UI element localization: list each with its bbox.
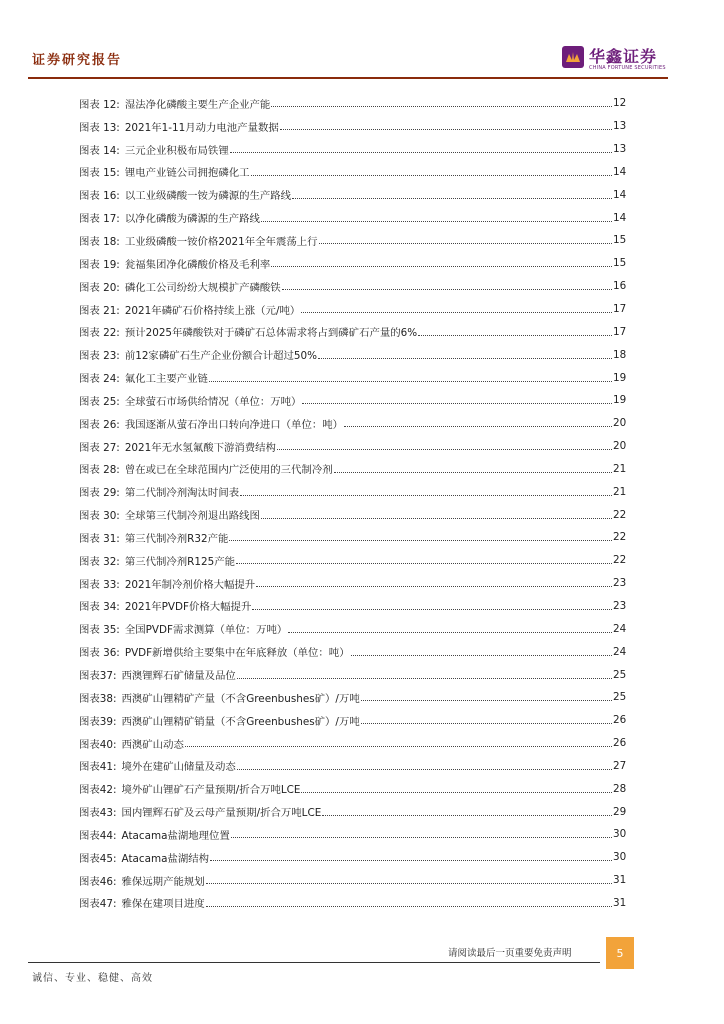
toc-entry[interactable]	[79, 572, 625, 595]
toc-entry-title: 我国逐渐从萤石净出口转向净进口（单位：吨）	[124, 418, 344, 431]
toc-entry-page: 23	[613, 577, 627, 590]
toc-entry[interactable]	[79, 777, 625, 800]
toc-entry[interactable]	[79, 389, 625, 412]
toc-leader-dots	[240, 495, 612, 496]
toc-leader-dots	[344, 426, 612, 427]
toc-entry[interactable]	[79, 320, 625, 343]
toc-entry[interactable]	[79, 640, 625, 663]
toc-entry[interactable]	[79, 206, 625, 229]
toc-entry-page: 31	[613, 896, 627, 909]
toc-entry[interactable]	[79, 663, 625, 686]
toc-entry[interactable]	[79, 343, 625, 366]
toc-leader-dots	[319, 243, 612, 244]
toc-entry[interactable]	[79, 869, 625, 892]
toc-entry-label: 图表 36:	[79, 647, 120, 660]
toc-leader-dots	[237, 769, 612, 770]
toc-entry-title: 第三代制冷剂R125产能	[124, 555, 235, 568]
toc-entry[interactable]	[79, 709, 625, 732]
toc-entry-title: 西澳矿山动态	[121, 738, 184, 751]
toc-entry-title: 前12家磷矿石生产企业份额合计超过50%	[124, 350, 317, 363]
toc-entry-title: 雅保远期产能规划	[121, 875, 205, 888]
toc-entry-label: 图表46:	[79, 875, 117, 888]
report-type-title: 证券研究报告	[32, 53, 123, 68]
toc-entry-page: 22	[613, 531, 627, 544]
toc-entry-page: 21	[613, 485, 627, 498]
toc-leader-dots	[280, 129, 612, 130]
toc-entry[interactable]	[79, 412, 625, 435]
toc-entry-label: 图表 28:	[79, 464, 120, 477]
toc-leader-dots	[229, 540, 612, 541]
toc-entry-page: 19	[613, 394, 627, 407]
toc-entry-label: 图表 29:	[79, 487, 120, 500]
disclaimer-note: 请阅读最后一页重要免责声明	[448, 948, 572, 959]
toc-entry-page: 15	[613, 234, 627, 247]
toc-entry-label: 图表 21:	[79, 304, 120, 317]
toc-leader-dots	[261, 518, 612, 519]
toc-entry-label: 图表47:	[79, 898, 117, 911]
company-logo	[562, 44, 666, 76]
toc-entry-page: 19	[613, 371, 627, 384]
toc-entry[interactable]	[79, 138, 625, 161]
toc-entry[interactable]	[79, 229, 625, 252]
toc-entry-page: 24	[613, 622, 627, 635]
toc-entry-label: 图表 25:	[79, 395, 120, 408]
toc-entry[interactable]	[79, 480, 625, 503]
toc-entry-title: 雅保在建项目进度	[121, 898, 205, 911]
toc-entry-title: 以净化磷酸为磷源的生产路线	[124, 213, 260, 226]
toc-entry-page: 12	[613, 97, 627, 110]
toc-leader-dots	[301, 792, 612, 793]
toc-entry-title: 工业级磷酸一铵价格2021年全年震荡上行	[124, 235, 318, 248]
toc-entry-page: 24	[613, 645, 627, 658]
toc-leader-dots	[231, 837, 612, 838]
toc-entry-title: 氟化工主要产业链	[124, 373, 208, 386]
toc-entry[interactable]	[79, 161, 625, 184]
toc-entry-label: 图表 27:	[79, 441, 120, 454]
toc-leader-dots	[301, 312, 612, 313]
toc-entry-label: 图表 30:	[79, 510, 120, 523]
toc-entry-page: 17	[613, 325, 627, 338]
toc-entry-label: 图表 13:	[79, 121, 120, 134]
toc-entry-label: 图表 23:	[79, 350, 120, 363]
toc-entry-label: 图表 14:	[79, 144, 120, 157]
toc-entry-label: 图表38:	[79, 692, 117, 705]
toc-entry-label: 图表 16:	[79, 190, 120, 203]
toc-entry-page: 20	[613, 417, 627, 430]
toc-entry[interactable]	[79, 846, 625, 869]
toc-leader-dots	[282, 289, 612, 290]
toc-leader-dots	[237, 678, 612, 679]
toc-entry-title: 以工业级磷酸一铵为磷源的生产路线	[124, 190, 292, 203]
toc-entry-label: 图表 32:	[79, 555, 120, 568]
toc-entry[interactable]	[79, 183, 625, 206]
toc-entry-title: 第三代制冷剂R32产能	[124, 532, 229, 545]
toc-leader-dots	[292, 198, 612, 199]
toc-leader-dots	[236, 563, 612, 564]
toc-entry-page: 14	[613, 211, 627, 224]
toc-entry[interactable]	[79, 549, 625, 572]
toc-leader-dots	[418, 335, 612, 336]
toc-entry-label: 图表45:	[79, 852, 117, 865]
toc-entry-title: 2021年无水氢氟酸下游消费结构	[124, 441, 276, 454]
toc-entry-page: 28	[613, 782, 627, 795]
toc-entry[interactable]	[79, 115, 625, 138]
toc-entry-label: 图表 26:	[79, 418, 120, 431]
toc-entry-page: 21	[613, 462, 627, 475]
toc-entry-title: 曾在或已在全球范围内广泛使用的三代制冷剂	[124, 464, 333, 477]
footer-divider	[28, 962, 600, 963]
toc-entry-title: 2021年PVDF价格大幅提升	[124, 601, 252, 614]
toc-leader-dots	[206, 906, 612, 907]
toc-entry-page: 25	[613, 668, 627, 681]
toc-entry-label: 图表43:	[79, 807, 117, 820]
toc-leader-dots	[277, 449, 612, 450]
logo-mark-icon	[562, 46, 584, 68]
toc-leader-dots	[351, 655, 612, 656]
toc-entry-page: 26	[613, 737, 627, 750]
toc-entry[interactable]	[79, 275, 625, 298]
toc-entry[interactable]	[79, 823, 625, 846]
toc-entry-page: 26	[613, 714, 627, 727]
toc-entry-page: 22	[613, 554, 627, 567]
toc-entry-label: 图表 35:	[79, 624, 120, 637]
footer-motto: 诚信、专业、稳健、高效	[32, 973, 153, 984]
toc-entry-title: 境外矿山锂矿石产量预期/折合万吨LCE	[121, 784, 301, 797]
toc-entry[interactable]	[79, 686, 625, 709]
header-divider	[28, 77, 668, 79]
toc-leader-dots	[271, 106, 612, 107]
toc-entry-label: 图表 22:	[79, 327, 120, 340]
toc-entry-title: 境外在建矿山储量及动态	[121, 761, 236, 774]
toc-entry-label: 图表 24:	[79, 373, 120, 386]
toc-entry[interactable]	[79, 754, 625, 777]
toc-entry-page: 20	[613, 440, 627, 453]
toc-entry-page: 18	[613, 348, 627, 361]
toc-entry-title: 2021年磷矿石价格持续上涨（元/吨）	[124, 304, 301, 317]
toc-leader-dots	[230, 152, 612, 153]
toc-leader-dots	[361, 723, 612, 724]
toc-entry[interactable]	[79, 435, 625, 458]
page-number-badge	[606, 937, 634, 969]
toc-leader-dots	[210, 860, 612, 861]
toc-entry-title: 三元企业积极布局铁锂	[124, 144, 229, 157]
toc-entry-label: 图表39:	[79, 715, 117, 728]
toc-entry-title: 西澳矿山锂精矿产量（不含Greenbushes矿）/万吨	[121, 692, 360, 705]
toc-entry-page: 14	[613, 165, 627, 178]
toc-entry[interactable]	[79, 503, 625, 526]
toc-entry-page: 17	[613, 303, 627, 316]
toc-entry-page: 25	[613, 691, 627, 704]
toc-entry[interactable]	[79, 617, 625, 640]
toc-entry[interactable]	[79, 526, 625, 549]
toc-entry[interactable]	[79, 458, 625, 481]
toc-entry-title: 磷化工公司纷纷大规模扩产磷酸铁	[124, 281, 281, 294]
toc-entry-title: Atacama盐湖地理位置	[121, 829, 230, 842]
toc-leader-dots	[318, 358, 612, 359]
logo-subtext: CHINA FORTUNE SECURITIES	[589, 65, 666, 71]
toc-leader-dots	[334, 472, 612, 473]
page-number: 5	[616, 946, 624, 960]
toc-entry[interactable]	[79, 92, 625, 115]
toc-entry-page: 29	[613, 805, 627, 818]
toc-entry-page: 13	[613, 143, 627, 156]
figure-index-list	[79, 92, 625, 914]
toc-entry-title: 全国PVDF需求测算（单位：万吨）	[124, 624, 288, 637]
logo-text: 华鑫证券	[589, 47, 658, 66]
toc-leader-dots	[261, 221, 612, 222]
toc-entry-label: 图表 31:	[79, 532, 120, 545]
toc-entry-page: 30	[613, 828, 627, 841]
toc-entry-title: Atacama盐湖结构	[121, 852, 210, 865]
toc-entry-label: 图表44:	[79, 829, 117, 842]
toc-entry-label: 图表 12:	[79, 98, 120, 111]
toc-entry-label: 图表 34:	[79, 601, 120, 614]
toc-entry-label: 图表 33:	[79, 578, 120, 591]
toc-entry[interactable]	[79, 252, 625, 275]
toc-entry-title: PVDF新增供给主要集中在年底释放（单位：吨）	[124, 647, 350, 660]
toc-entry-title: 2021年1-11月动力电池产量数据	[124, 121, 279, 134]
toc-entry-page: 30	[613, 851, 627, 864]
toc-entry[interactable]	[79, 732, 625, 755]
toc-leader-dots	[302, 403, 612, 404]
toc-leader-dots	[206, 883, 612, 884]
toc-leader-dots	[209, 381, 612, 382]
toc-entry-label: 图表 18:	[79, 235, 120, 248]
toc-entry-title: 国内锂辉石矿及云母产量预期/折合万吨LCE	[121, 807, 322, 820]
toc-entry-title: 全球萤石市场供给情况（单位：万吨）	[124, 395, 302, 408]
toc-entry-page: 13	[613, 120, 627, 133]
toc-entry-page: 14	[613, 188, 627, 201]
toc-entry[interactable]	[79, 800, 625, 823]
toc-entry-title: 西澳矿山锂精矿销量（不含Greenbushes矿）/万吨	[121, 715, 360, 728]
toc-entry-page: 15	[613, 257, 627, 270]
toc-leader-dots	[252, 609, 612, 610]
toc-entry[interactable]	[79, 366, 625, 389]
toc-entry-title: 预计2025年磷酸铁对于磷矿石总体需求将占到磷矿石产量的6%	[124, 327, 418, 340]
toc-entry-title: 第二代制冷剂淘汰时间表	[124, 487, 240, 500]
toc-leader-dots	[251, 175, 613, 176]
toc-entry-label: 图表 19:	[79, 258, 120, 271]
toc-entry-title: 瓮福集团净化磷酸价格及毛利率	[124, 258, 271, 271]
toc-leader-dots	[322, 815, 612, 816]
toc-entry-page: 22	[613, 508, 627, 521]
toc-leader-dots	[185, 746, 612, 747]
toc-entry-title: 全球第三代制冷剂退出路线图	[124, 510, 260, 523]
toc-entry-page: 16	[613, 280, 627, 293]
toc-entry[interactable]	[79, 595, 625, 618]
toc-entry-label: 图表 20:	[79, 281, 120, 294]
toc-entry-page: 27	[613, 759, 627, 772]
toc-entry-label: 图表37:	[79, 670, 117, 683]
toc-entry-label: 图表 17:	[79, 213, 120, 226]
toc-entry-title: 湿法净化磷酸主要生产企业产能	[124, 98, 271, 111]
toc-entry-page: 31	[613, 874, 627, 887]
toc-entry-page: 23	[613, 599, 627, 612]
toc-entry[interactable]	[79, 298, 625, 321]
toc-entry-label: 图表41:	[79, 761, 117, 774]
toc-entry-label: 图表40:	[79, 738, 117, 751]
toc-entry-label: 图表42:	[79, 784, 117, 797]
toc-leader-dots	[256, 586, 612, 587]
toc-entry[interactable]	[79, 892, 625, 915]
toc-entry-title: 西澳锂辉石矿储量及品位	[121, 670, 236, 683]
toc-leader-dots	[288, 632, 612, 633]
toc-entry-label: 图表 15:	[79, 167, 120, 180]
toc-leader-dots	[361, 700, 612, 701]
toc-entry-title: 锂电产业链公司拥抱磷化工	[124, 167, 250, 180]
toc-leader-dots	[271, 266, 612, 267]
toc-entry-title: 2021年制冷剂价格大幅提升	[124, 578, 256, 591]
